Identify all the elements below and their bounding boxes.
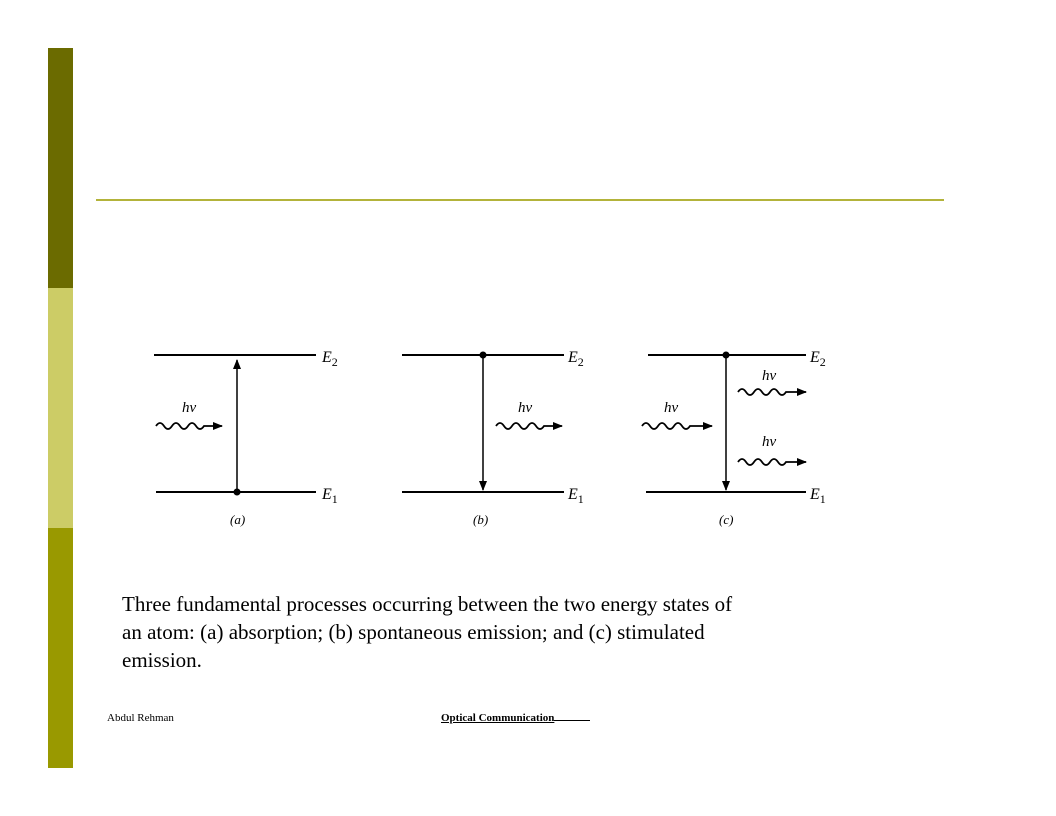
panel-a-photon-label: hν <box>182 400 197 416</box>
panel-a-incident-photon <box>156 423 222 429</box>
panel-c <box>642 349 826 527</box>
level-subscript: 2 <box>577 355 584 369</box>
panel-b-upper-level-label <box>567 349 584 369</box>
footer-course-title: Optical Communication <box>441 712 555 724</box>
panel-c-electron <box>723 352 730 359</box>
panel-b <box>402 349 584 527</box>
panel-b-label: (b) <box>473 512 489 527</box>
panel-a <box>154 349 338 527</box>
panel-c-photon-label: hν <box>664 400 679 416</box>
level-subscript: 2 <box>331 355 338 369</box>
panel-a-upper-level-label <box>321 349 338 369</box>
panel-c-lower-level-label <box>809 486 826 506</box>
panel-a-upper-level-text: E <box>322 349 332 366</box>
figure-caption: Three fundamental processes occurring between the two energy states of an atom: (a) absorption; (b) spontaneous emission; and (c) stimulated emission. <box>122 592 733 672</box>
panel-c-label: (c) <box>719 512 734 527</box>
energy-level-diagram <box>130 330 850 545</box>
panel-c-emitted-photon-1-label: hν <box>762 368 777 384</box>
panel-c-upper-level-text: E <box>810 349 820 366</box>
panel-b-emitted-photon <box>496 423 562 429</box>
panel-a-lower-level-text: E <box>322 486 332 503</box>
footer-course <box>441 712 590 724</box>
panel-a-lower-level-label <box>321 486 338 506</box>
panel-b-upper-level-text: E <box>568 349 578 366</box>
panel-b-photon-label: hν <box>518 400 533 416</box>
level-subscript: 1 <box>819 492 826 506</box>
level-subscript: 1 <box>577 492 584 506</box>
level-subscript: 2 <box>819 355 826 369</box>
panel-b-lower-level-label <box>567 486 584 506</box>
side-bar-olive-segment <box>48 528 73 768</box>
footer-underline-tail <box>554 719 590 721</box>
side-bar-pale-segment <box>48 288 73 528</box>
side-bar <box>48 48 73 768</box>
level-subscript: 1 <box>331 492 338 506</box>
energy-level-svg <box>130 330 850 540</box>
footer-author: Abdul Rehman <box>107 712 174 724</box>
panel-b-lower-level-text: E <box>568 486 578 503</box>
panel-c-upper-level-label <box>809 349 826 369</box>
panel-c-emitted-photon-1 <box>738 389 806 395</box>
panel-c-incident-photon <box>642 423 712 429</box>
panel-c-emitted-photon-2 <box>738 459 806 465</box>
panel-b-electron <box>480 352 487 359</box>
panel-a-electron <box>234 489 241 496</box>
title-divider <box>96 199 944 201</box>
panel-c-lower-level-text: E <box>810 486 820 503</box>
panel-c-emitted-photon-2-label: hν <box>762 434 777 450</box>
side-bar-dark-segment <box>48 48 73 288</box>
panel-a-label: (a) <box>230 512 246 527</box>
